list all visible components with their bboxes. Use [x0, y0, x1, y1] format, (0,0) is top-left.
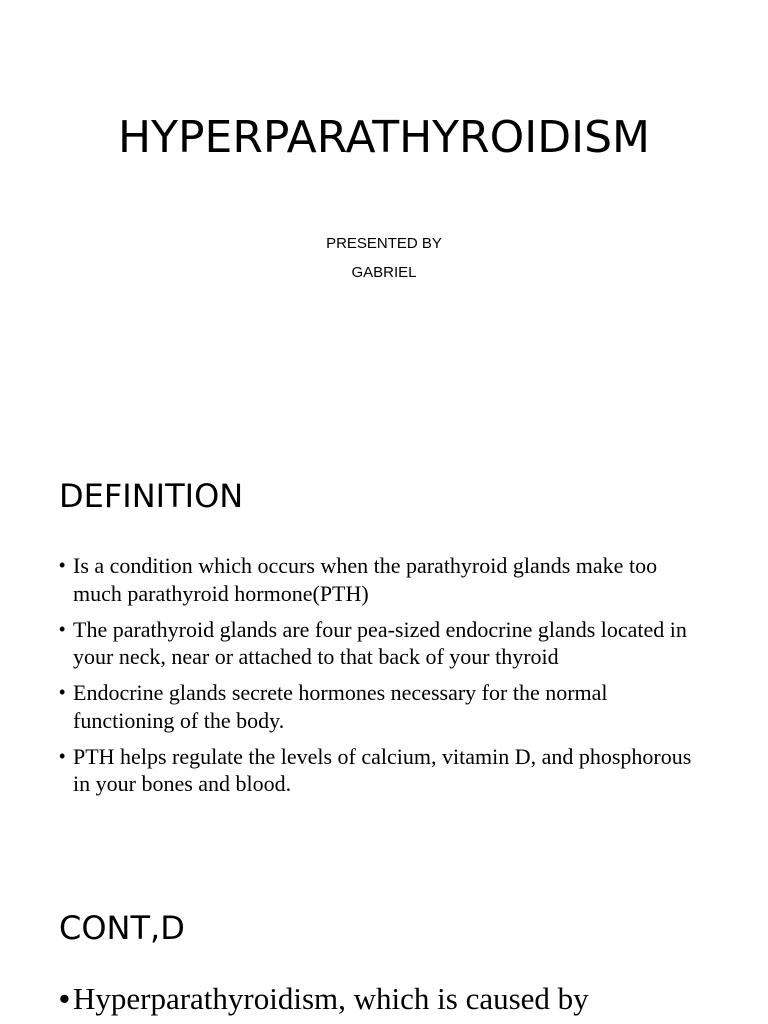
bullet-item	[59, 616, 709, 671]
bullet-item	[59, 679, 709, 734]
presented-by-label: PRESENTED BY	[326, 235, 442, 252]
presentation-title: HYPERPARATHYROIDISM	[118, 112, 650, 163]
bullet-dot-icon: •	[59, 981, 70, 1016]
bullet-text: The parathyroid glands are four pea-sized endocrine glands located in your neck, near or attached to that back of your thyroid	[73, 616, 687, 669]
bullet-dot-icon: •	[59, 682, 66, 702]
bullet-text: PTH helps regulate the levels of calcium, vitamin D, and phosphorous in your bones and blood.	[73, 743, 692, 796]
bullet-dot-icon: •	[59, 618, 66, 639]
bullet-list	[59, 980, 739, 1018]
title-slide	[0, 0, 768, 432]
bullet-text: Endocrine glands secrete hormones necessary for the normal functioning of the body.	[73, 680, 608, 733]
bullet-item	[59, 552, 709, 607]
contd-slide	[0, 864, 768, 1024]
definition-slide	[0, 432, 768, 864]
bullet-item	[59, 743, 709, 798]
presenter-name: GABRIEL	[351, 264, 417, 281]
bullet-text: Is a condition which occurs when the parathyroid glands make too much parathyroid hormone(PTH)	[73, 553, 658, 606]
bullet-text: Hyperparathyroidism, which is caused by	[73, 981, 589, 1016]
subtitle-block	[0, 229, 768, 287]
bullet-dot-icon: •	[59, 745, 66, 766]
slide-heading: CONT,D	[59, 909, 185, 947]
slide-heading: DEFINITION	[59, 477, 244, 515]
bullet-list	[59, 552, 709, 806]
bullet-dot-icon: •	[59, 555, 66, 575]
bullet-item	[59, 980, 739, 1018]
